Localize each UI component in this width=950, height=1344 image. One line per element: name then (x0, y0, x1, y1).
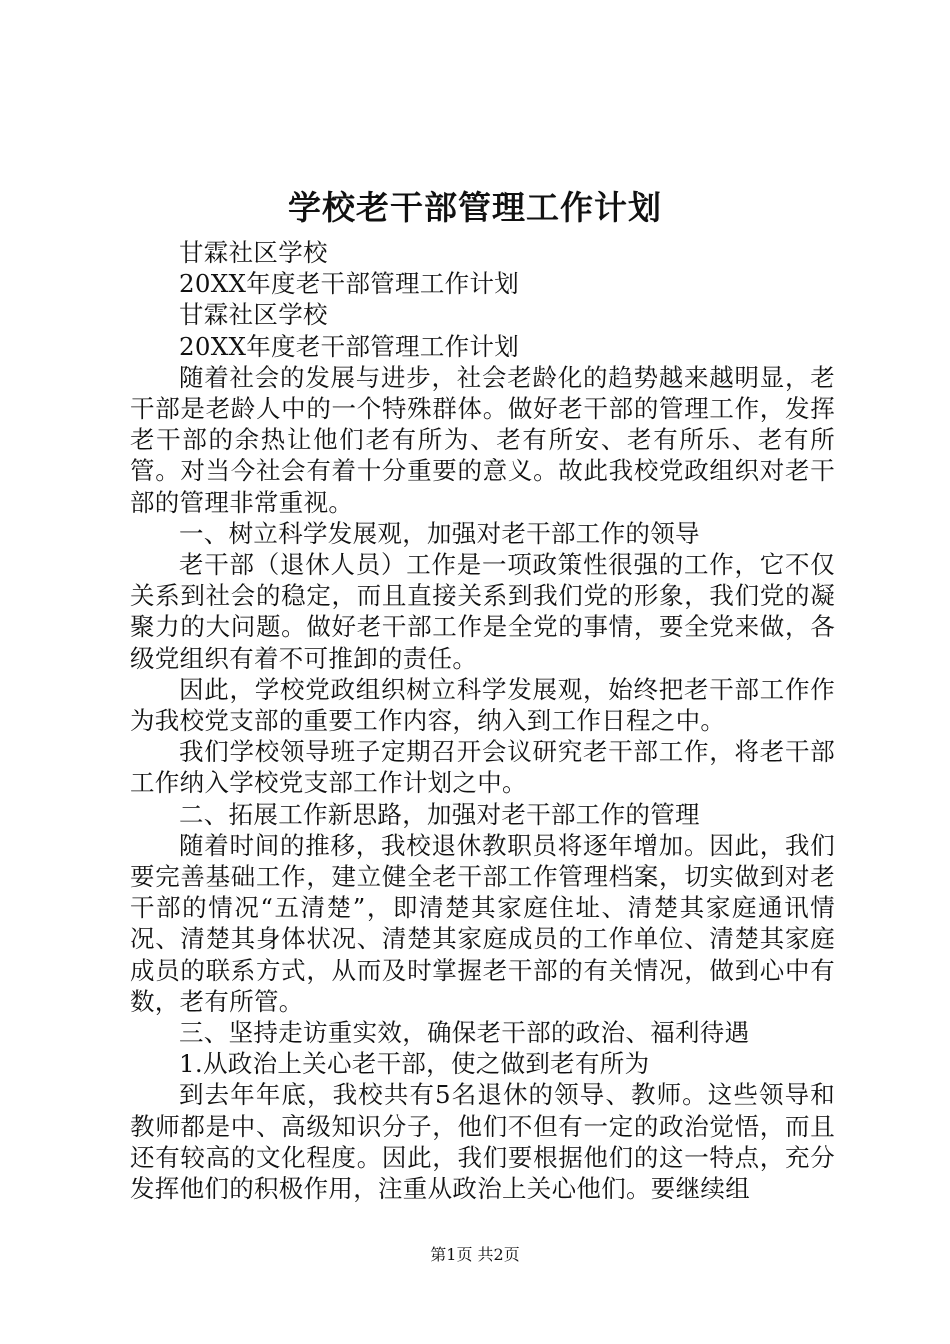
paragraph: 甘霖社区学校 (179, 300, 328, 330)
paragraph: 20XX年度老干部管理工作计划 (179, 331, 520, 361)
document-body (130, 237, 835, 1204)
section-heading: 二、拓展工作新思路，加强对老干部工作的管理 (179, 799, 700, 829)
paragraph: 20XX年度老干部管理工作计划 (179, 269, 520, 299)
paragraph: 随着社会的发展与进步，社会老龄化的趋势越来越明显，老干部是老龄人中的一个特殊群体。做好老干部的管理工作，发挥老干部的余热让他们老有所为、老有所安、老有所乐、老有所管。对当今社会有着十分重要的意义。故此我校党政组织对老干部的管理非常重视。 (130, 362, 835, 517)
paragraph: 到去年年底，我校共有5名退休的领导、教师。这些领导和教师都是中、高级知识分子，他们不但有一定的政治觉悟，而且还有较高的文化程度。因此，我们要根据他们的这一特点，充分发挥他们的积极作用，注重从政治上关心他们。要继续组 (130, 1080, 835, 1204)
document-title: 学校老干部管理工作计划 (288, 188, 662, 227)
section-heading: 一、树立科学发展观，加强对老干部工作的领导 (179, 518, 700, 548)
paragraph: 老干部（退休人员）工作是一项政策性很强的工作，它不仅关系到社会的稳定，而且直接关系到我们党的形象，我们党的凝聚力的大问题。做好老干部工作是全党的事情，要全党来做，各级党组织有着不可推卸的责任。 (130, 550, 835, 673)
paragraph: 我们学校领导班子定期召开会议研究老干部工作，将老干部工作纳入学校党支部工作计划之中。 (130, 737, 835, 798)
paragraph: 因此，学校党政组织树立科学发展观，始终把老干部工作作为我校党支部的重要工作内容，纳入到工作日程之中。 (130, 674, 835, 736)
paragraph: 甘霖社区学校 (179, 238, 328, 267)
paragraph: 随着时间的推移，我校退休教职员将逐年增加。因此，我们要完善基础工作，建立健全老干部工作管理档案，切实做到对老干部的情况“五清楚”，即清楚其家庭住址、清楚其家庭通讯情况、清楚其身体状况、清楚其家庭成员的工作单位、清楚其家庭成员的联系方式，从而及时掌握老干部的有关情况，做到心中有数，老有所管。 (130, 830, 835, 1016)
section-heading: 三、坚持走访重实效，确保老干部的政治、福利待遇 (179, 1018, 750, 1048)
subsection-heading: 1.从政治上关心老干部，使之做到老有所为 (179, 1049, 650, 1079)
page-footer: 第1页 共2页 (430, 1245, 520, 1264)
